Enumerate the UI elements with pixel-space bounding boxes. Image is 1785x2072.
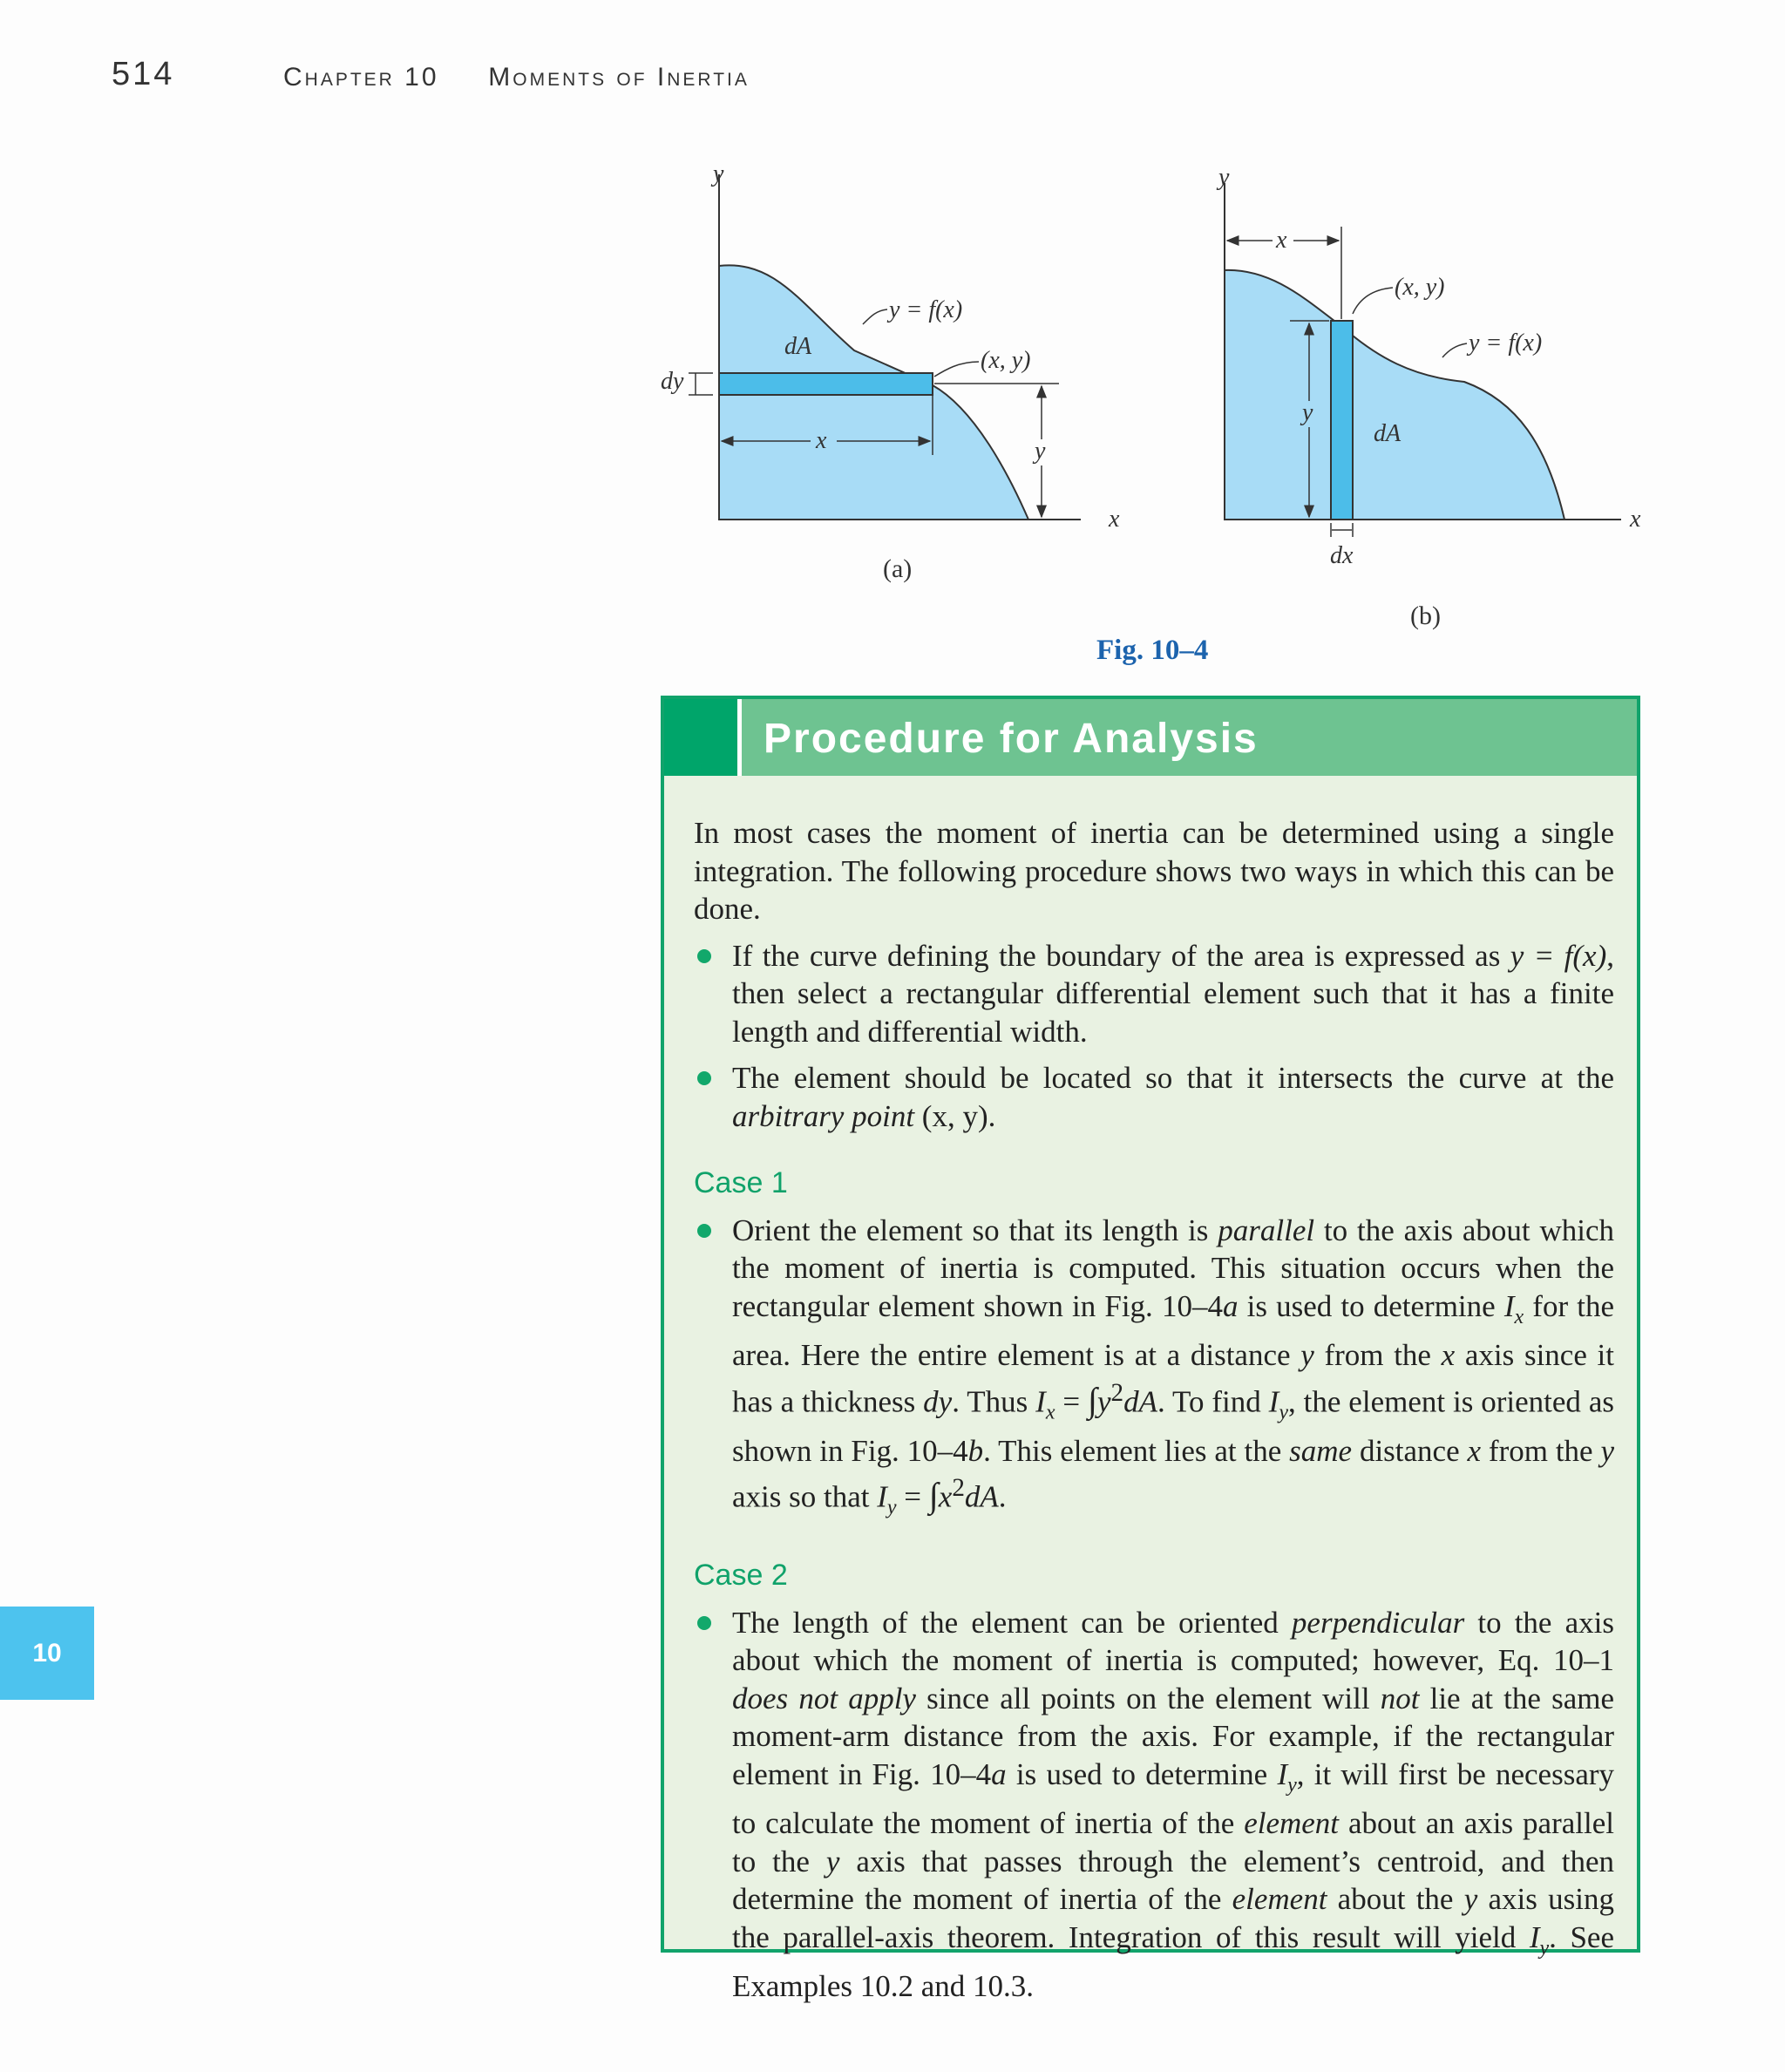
panel-a-label: (a) [883, 554, 913, 583]
case-1-bullet: Orient the element so that its length is parallel to the axis about which the moment of inertia is computed. This situation occurs when the rectangular element shown in Fig. 10–4a is used to determine $I_x$ for the area. Here the entire element is at a distance y from the x axis since it has a thickness dy. Thus $I_x = \int y^2dA$. To find $I_y$, the element is oriented as shown in Fig. 10–4b. This element lies at the same distance x from the y axis so that $I_y = \int x^2dA$. [694, 1212, 1614, 1528]
b-x-dimension: x [1276, 227, 1287, 254]
bullet-dot [697, 1071, 711, 1085]
a-y-axis-label: y [713, 160, 724, 187]
chapter-label: Chapter 10 [283, 63, 439, 92]
bullet-dot [697, 1616, 711, 1630]
chapter-tab: 10 [0, 1607, 94, 1700]
a-x-dimension: x [816, 427, 827, 454]
a-y-dimension: y [1035, 438, 1046, 465]
panel-a [661, 160, 1120, 583]
element-a [719, 373, 933, 395]
case-2-heading: Case 2 [694, 1559, 788, 1593]
area-b [1225, 270, 1564, 520]
a-curve-label: y = f(x) [889, 296, 963, 323]
procedure-header [664, 699, 1637, 776]
a-thickness-label: dy [661, 368, 684, 395]
procedure-box [661, 696, 1640, 2004]
b-curve-label: y = f(x) [1469, 329, 1543, 357]
b-thickness-label: dx [1330, 542, 1354, 569]
chapter-title: Moments of Inertia [488, 63, 750, 92]
bullet-2: The element should be located so that it intersects the curve at the arbitrary point (x, y). [694, 1059, 1614, 1135]
b-x-axis-label: x [1630, 506, 1641, 533]
a-x-axis-label: x [1109, 506, 1120, 533]
procedure-body [694, 814, 1614, 2006]
a-point-label: (x, y) [981, 347, 1031, 374]
intro-paragraph: In most cases the moment of inertia can be determined using a single integration. The following procedure shows two ways in which this can be done. [694, 816, 1614, 926]
panel-b-label: (b) [1410, 601, 1441, 630]
bullet-dot [697, 949, 711, 963]
procedure-title: Procedure for Analysis [764, 716, 1259, 762]
case-1-heading: Case 1 [694, 1166, 788, 1199]
bullet-1: If the curve defining the boundary of the area is expressed as y = f(x), then select a rectangular differential element such that it has a finite length and differential width. [694, 937, 1614, 1051]
page-number: 514 [112, 56, 175, 92]
element-b [1331, 321, 1353, 520]
panel-b [1216, 164, 1641, 630]
case-2-bullet: The length of the element can be oriented perpendicular to the axis about which the moment of inertia is computed; however, Eq. 10–1 does not apply since all points on the element will not lie at the same moment-arm distance from the axis. For example, if the rectangular element in Fig. 10–4a is used to determine $I_y$, it will first be necessary to calculate the moment of inertia of the element about an axis parallel to the y axis that passes through the element’s centroid, and then determine the moment of inertia of the element about the y axis using the parallel-axis theorem. Integration of this result will yield $I_y$. See Examples 10.2 and 10.3. [694, 1604, 1614, 2006]
b-y-axis-label: y [1218, 164, 1230, 191]
bullet-dot [697, 1224, 711, 1238]
a-element-label: dA [784, 333, 812, 360]
b-y-dimension: y [1302, 399, 1313, 426]
figure-10-4 [610, 148, 1656, 689]
header-divider [737, 699, 742, 776]
b-point-label: (x, y) [1395, 274, 1445, 301]
header-accent-block [664, 699, 737, 776]
b-element-label: dA [1374, 420, 1402, 447]
figure-caption: Fig. 10–4 [1096, 635, 1209, 666]
running-head [283, 63, 750, 92]
